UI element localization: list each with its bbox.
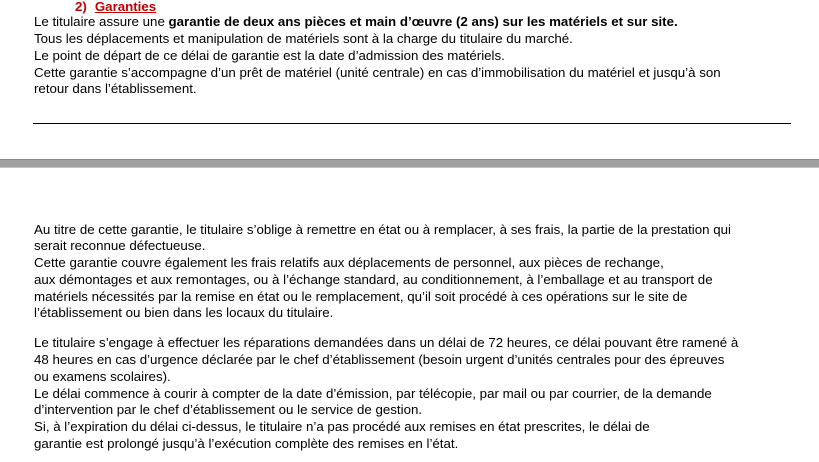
paragraph-line: d’intervention par le chef d’établissement ou le service de gestion. — [34, 402, 423, 417]
paragraph-line: Au titre de cette garantie, le titulaire s’oblige à remettre en état ou à remplacer, à ses frais, la partie de la prestation qui — [34, 222, 731, 237]
page-break-separator — [0, 159, 819, 168]
paragraph-line: Si, à l’expiration du délai ci-dessus, le titulaire n’a pas procédé aux remises en état prescrites, le délai de — [34, 419, 650, 434]
paragraph-line: retour dans l’établissement. — [34, 81, 197, 96]
section-heading — [75, 0, 156, 15]
paragraph-line: l’établissement ou bien dans les locaux du titulaire. — [34, 305, 334, 320]
paragraph-line: Le titulaire s’engage à effectuer les réparations demandées dans un délai de 72 heures, ce délai pouvant être ramené à — [34, 335, 739, 350]
warranty-intro-text: Le titulaire assure une — [34, 14, 169, 29]
paragraph-line: Le point de départ de ce délai de garantie est la date d’admission des matériels. — [34, 48, 505, 63]
horizontal-rule — [33, 123, 791, 124]
paragraph-line: serait reconnue défectueuse. — [34, 238, 206, 253]
paragraph-line: 48 heures en cas d’urgence déclarée par le chef d’établissement (besoin urgent d’unités centrales pour des épreuves — [34, 352, 725, 367]
paragraph-line — [34, 14, 678, 30]
section-number: 2) — [75, 0, 87, 14]
paragraph-line: aux démontages et aux remontages, ou à l’échange standard, au conditionnement, à l’emballage et au transport de — [34, 272, 713, 287]
paragraph-line: Le délai commence à courir à compter de la date d’émission, par télécopie, par mail ou par courrier, de la demande — [34, 386, 712, 401]
paragraph-line: Cette garantie s’accompagne d’un prêt de matériel (unité centrale) en cas d’immobilisation du matériel et jusqu’à son — [34, 65, 721, 80]
paragraph-line: matériels nécessités par la remise en état ou le remplacement, qu’il soit procédé à ces opérations sur le site de — [34, 289, 688, 304]
paragraph-line: garantie est prolongé jusqu’à l’exécution complète des remises en l’état. — [34, 436, 459, 451]
paragraph-line: Tous les déplacements et manipulation de matériels sont à la charge du titulaire du marché. — [34, 31, 573, 46]
warranty-bold-text: garantie de deux ans pièces et main d’œuvre (2 ans) sur les matériels et sur site. — [168, 14, 678, 29]
paragraph-line: Cette garantie couvre également les frais relatifs aux déplacements de personnel, aux pièces de rechange, — [34, 255, 664, 270]
paragraph-line: ou examens scolaires). — [34, 369, 171, 384]
section-title: Garanties — [94, 0, 157, 14]
